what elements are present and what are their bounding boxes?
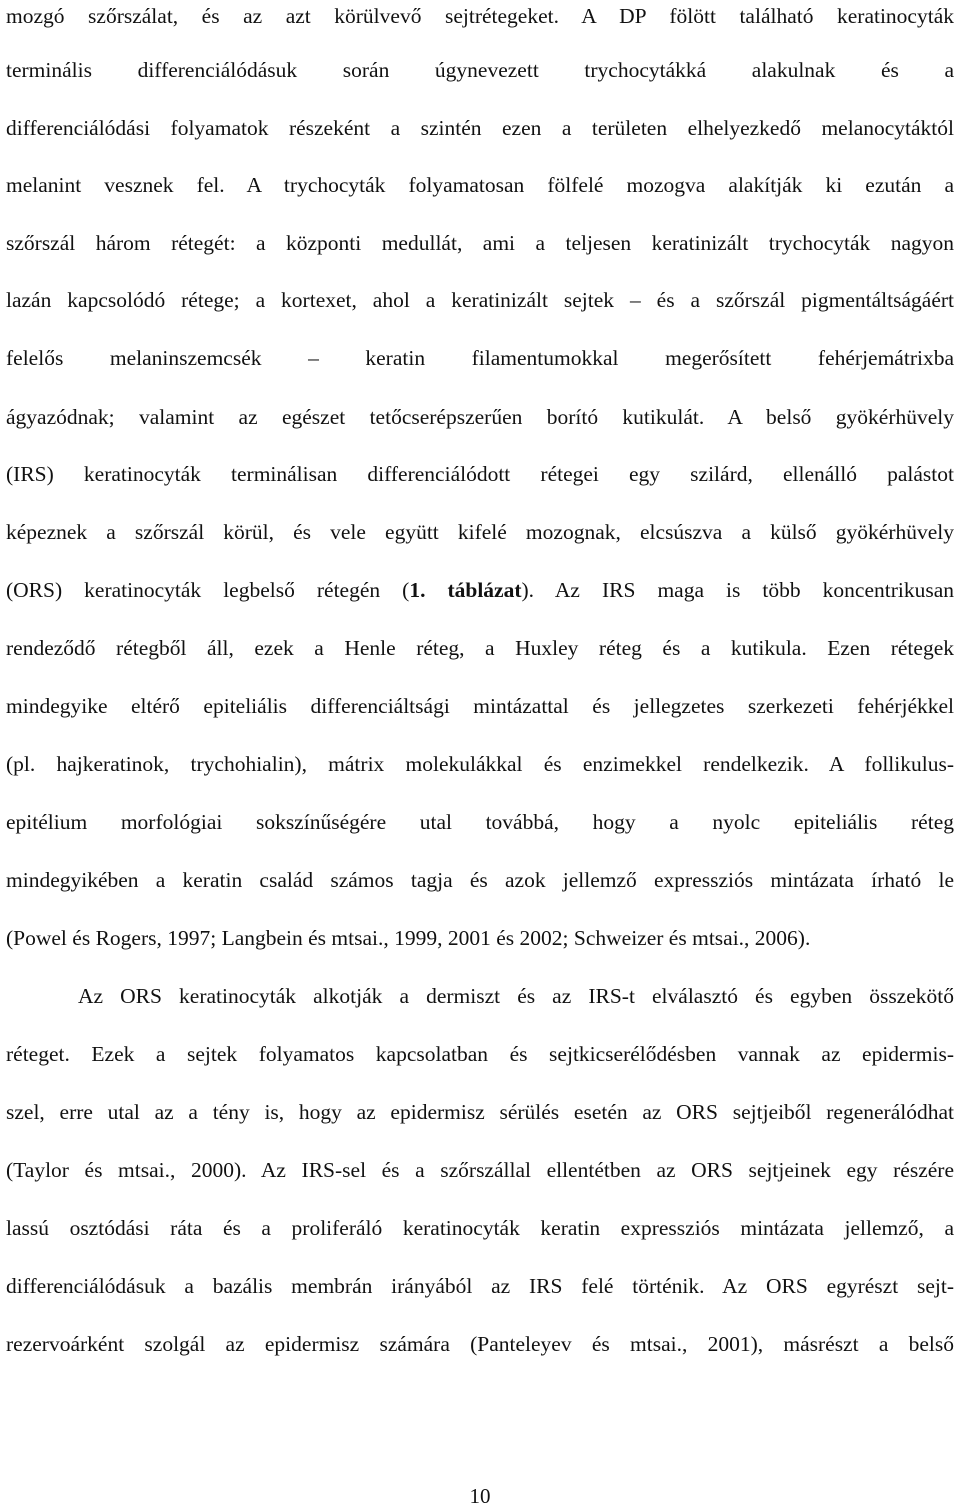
text-line-1: mozgó szőrszálat, és az azt körülvevő sejtrétegeket. A DP fölött található keratinocyták [6, 4, 954, 28]
text-line-4: melanint vesznek fel. A trychocyták folyamatosan fölfelé mozogva alakítják ki ezután a [6, 173, 954, 197]
text-line-13: mindegyike eltérő epiteliális differenciáltsági mintázattal és jellegzetes szerkezeti fehérjékkel [6, 694, 954, 718]
text-line-3: differenciálódási folyamatok részeként a szintén ezen a területen elhelyezkedő melanocytáktól [6, 116, 954, 140]
text-line-18: Az ORS keratinocyták alkotják a dermiszt és az IRS-t elválasztó és egyben összekötő [78, 984, 954, 1008]
text-line-14: (pl. hajkeratinok, trychohialin), mátrix molekulákkal és enzimekkel rendelkezik. A follikulus- [6, 752, 954, 776]
text-line-19: réteget. Ezek a sejtek folyamatos kapcsolatban és sejtkicserélődésben vannak az epidermis- [6, 1042, 954, 1066]
text-line-16: mindegyikében a keratin család számos tagja és azok jellemző expressziós mintázata írható le [6, 868, 954, 892]
text-line-6: lazán kapcsolódó rétege; a kortexet, ahol a keratinizált sejtek – és a szőrszál pigmentáltságáért [6, 288, 954, 312]
text-line-9: (IRS) keratinocyták terminálisan differenciálódott rétegei egy szilárd, ellenálló palástot [6, 462, 954, 486]
text-line-11-after: ). Az IRS maga is több koncentrikusan [521, 578, 954, 602]
text-line-11-before: (ORS) keratinocyták legbelső rétegén ( [6, 578, 410, 602]
text-line-15: epitélium morfológiai sokszínűségére utal továbbá, hogy a nyolc epiteliális réteg [6, 810, 954, 834]
text-line-2: terminális differenciálódásuk során úgynevezett trychocytákká alakulnak és a [6, 58, 954, 82]
text-line-21: (Taylor és mtsai., 2000). Az IRS-sel és a szőrszállal ellentétben az ORS sejtjeinek egy részére [6, 1158, 954, 1182]
text-line-8: ágyazódnak; valamint az egészet tetőcserépszerűen borító kutikulát. A belső gyökérhüvely [6, 405, 954, 429]
text-line-17: (Powel és Rogers, 1997; Langbein és mtsai., 1999, 2001 és 2002; Schweizer és mtsai., 2006). [6, 926, 811, 950]
text-line-23: differenciálódásuk a bazális membrán irányából az IRS felé történik. Az ORS egyrészt sejt- [6, 1274, 954, 1298]
text-line-11 [6, 574, 954, 606]
text-line-20: szel, erre utal az a tény is, hogy az epidermisz sérülés esetén az ORS sejtjeiből regenerálódhat [6, 1100, 954, 1124]
text-line-24: rezervoárként szolgál az epidermisz számára (Panteleyev és mtsai., 2001), másrészt a belső [6, 1332, 954, 1356]
text-line-7: felelős melaninszemcsék – keratin filamentumokkal megerősített fehérjemátrixba [6, 346, 954, 370]
text-line-12: rendeződő rétegből áll, ezek a Henle réteg, a Huxley réteg és a kutikula. Ezen rétegek [6, 636, 954, 660]
table-reference: 1. táblázat [409, 578, 522, 602]
page-number: 10 [469, 1484, 491, 1508]
text-line-10: képeznek a szőrszál körül, és vele együtt kifelé mozognak, elcsúszva a külső gyökérhüvely [6, 520, 954, 544]
text-line-22: lassú osztódási ráta és a proliferáló keratinocyták keratin expressziós mintázata jellemző, a [6, 1216, 954, 1240]
text-line-5: szőrszál három rétegét: a központi medullát, ami a teljesen keratinizált trychocyták nagyon [6, 231, 954, 255]
